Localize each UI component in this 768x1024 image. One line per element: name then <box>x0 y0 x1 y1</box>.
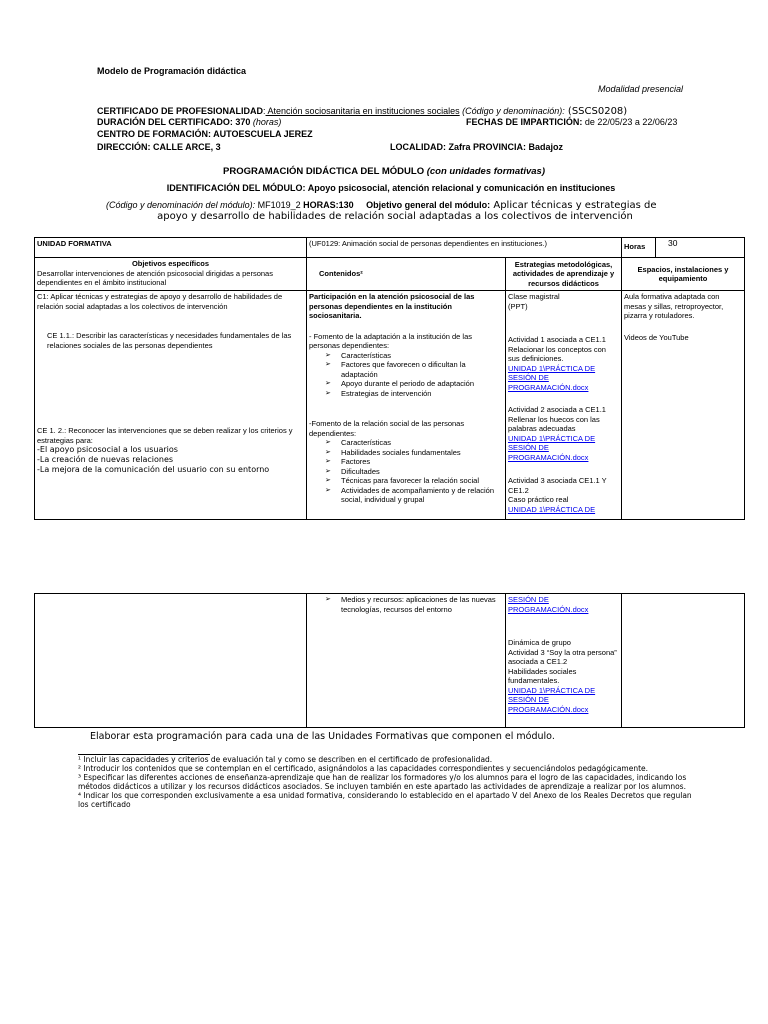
hours-value: 30 <box>656 238 745 258</box>
module-id-value: Apoyo psicosocial, atención relacional y comunicación en instituciones <box>305 183 616 193</box>
ce12-list <box>37 445 304 475</box>
strategy-activity-2-desc: Rellenar los huecos con las palabras adecuadas <box>508 414 600 433</box>
didactic-table-continued <box>34 593 745 728</box>
content-item: ➢ Dificultades <box>325 467 503 477</box>
content-group-2: -Fomento de la relación social de las personas dependientes: <box>309 419 465 438</box>
content-group-1: - Fomento de la adaptación a la institución de las personas dependientes: <box>309 331 473 350</box>
content-item: ➢ Medios y recursos: aplicaciones de las nuevas tecnologías, recursos del entorno <box>325 595 503 614</box>
footnotes <box>78 755 698 809</box>
certificate-name: Atención sociosanitaria en instituciones sociales <box>265 106 460 116</box>
certificate-sep: : <box>263 106 266 116</box>
spaces-cell <box>622 291 745 520</box>
ce12-item: -El apoyo psicosocial a los usuarios <box>37 445 178 454</box>
didactic-table <box>34 237 745 520</box>
objective-label: Objetivo general del módulo: <box>366 200 491 210</box>
criterion-ce11: CE 1.1.: Describir las características y necesidades fundamentales de las relaciones sociales de las personas dependientes <box>47 331 292 350</box>
module-id-label: IDENTIFICACIÓN DEL MÓDULO: <box>166 183 306 193</box>
header-contents: Contenidos² <box>307 258 506 291</box>
strategy-lecture-ppt: (PPT) <box>508 301 528 311</box>
content-group-2-list <box>309 438 503 505</box>
objectives-cell-cont <box>35 594 307 728</box>
header-objectives <box>35 258 307 291</box>
footnote-1: ¹ Incluir las capacidades y criterios de evaluación tal y como se describen en el certificado de profesionalidad. <box>78 755 493 764</box>
certificate-hint: (Código y denominación): <box>462 106 565 116</box>
strategy-group-dynamic: Dinámica de grupo <box>508 638 571 647</box>
strategy-lecture: Clase magistral <box>508 292 560 301</box>
program-title-main: PROGRAMACIÓN DIDÁCTICA DEL MÓDULO <box>223 166 425 177</box>
module-hours: HORAS:130 <box>303 200 354 210</box>
header-strategies: Estrategias metodológicas, actividades de aprendizaje y recursos didácticos <box>506 258 622 291</box>
spaces-videos: Videos de YouTube <box>624 332 689 342</box>
training-center: CENTRO DE FORMACIÓN: AUTOESCUELA JEREZ <box>97 129 313 139</box>
content-title: Participación en la atención psicosocial de las personas dependientes en la institución sociosanitaria. <box>309 292 475 320</box>
footnote-3: ³ Especificar las diferentes acciones de enseñanza-aprendizaje que han de realizar los formadores y/o los alumnos para el logro de las capacidades, indicando los métodos didácticos a utilizar y los recursos didácticos asociados. Se incluyen también en este apartado las actividades de aprendizaje a realizar por los alumnos. <box>78 773 687 791</box>
program-title-italic: (con unidades formativas) <box>426 166 545 177</box>
content-item: ➢ Apoyo durante el periodo de adaptación <box>325 379 503 389</box>
address: DIRECCIÓN: CALLE ARCE, 3 <box>97 142 221 152</box>
strategy-activity-2: Actividad 2 asociada a CE1.1 <box>508 405 606 414</box>
footnote-4: ⁴ Indicar los que corresponden exclusivamente a esa unidad formativa, considerando lo establecido en el apartado V del Anexo de los Reales Decretos que regulan los certificado <box>78 791 692 809</box>
contents-cell-cont <box>307 594 506 728</box>
spaces-cell-cont <box>622 594 745 728</box>
closing-note: Elaborar esta programación para cada una de las Unidades Formativas que componen el módulo. <box>90 731 555 742</box>
content-item: ➢ Características <box>325 438 503 448</box>
content-item: ➢ Factores que favorecen o dificultan la adaptación <box>325 360 503 379</box>
module-code-hint: (Código y denominación del módulo): <box>106 200 256 210</box>
header-objectives-sub: Desarrollar intervenciones de atención psicosocial dirigidas a personas dependientes en el ámbito institucional <box>37 268 273 287</box>
capability-c1: C1: Aplicar técnicas y estrategias de apoyo y desarrollo de habilidades de relación social adaptadas a los colectivos de intervención <box>37 292 283 311</box>
contents-cell <box>307 291 506 520</box>
document-title: Modelo de Programación didáctica <box>97 66 247 76</box>
content-item: ➢ Factores <box>325 457 503 467</box>
objectives-cell <box>35 291 307 520</box>
strategies-cell <box>506 291 622 520</box>
activity-2-link[interactable]: UNIDAD 1\PRÁCTICA DE SESIÓN DE PROGRAMACIÓN.docx <box>508 433 596 462</box>
strategy-activity-3: Actividad 3 asociada CE1.1 Y CE1.2 <box>508 476 607 495</box>
locality: LOCALIDAD: Zafra PROVINCIA: Badajoz <box>390 142 564 152</box>
activity-3-link-start[interactable]: UNIDAD 1\PRÁCTICA DE <box>508 504 596 514</box>
strategy-social-skills: Habilidades sociales fundamentales. <box>508 666 577 685</box>
activity-1-link[interactable]: UNIDAD 1\PRÁCTICA DE SESIÓN DE PROGRAMACIÓN.docx <box>508 363 596 392</box>
strategy-activity-1: Actividad 1 asociada a CE1.1 <box>508 335 606 344</box>
objective-line-1: Aplicar técnicas y estrategias de <box>490 200 657 211</box>
duration-label: DURACIÓN DEL CERTIFICADO: 370 <box>97 117 251 127</box>
strategies-cell-cont <box>506 594 622 728</box>
dates-label: FECHAS DE IMPARTICIÓN: <box>466 117 583 127</box>
ce12-item: -La mejora de la comunicación del usuario con su entorno <box>37 465 270 474</box>
certificate-code: (SSCS0208) <box>564 106 628 117</box>
criterion-ce12: CE 1. 2.: Reconocer las intervenciones que se deben realizar y los criterios y estrategias para: <box>37 426 293 445</box>
objective-line-2: apoyo y desarrollo de habilidades de relación social adaptadas a los colectivos de intervención <box>157 211 633 222</box>
uf-value: (UF0129: Animación social de personas dependientes en instituciones.) <box>307 238 622 258</box>
activity-3b-link[interactable]: UNIDAD 1\PRÁCTICA DE SESIÓN DE PROGRAMACIÓN.docx <box>508 685 596 714</box>
ce12-item: -La creación de nuevas relaciones <box>37 455 174 464</box>
content-group-1-list <box>309 351 503 399</box>
content-item: ➢ Habilidades sociales fundamentales <box>325 448 503 458</box>
content-item: ➢ Técnicas para favorecer la relación social <box>325 476 503 486</box>
module-code-line <box>106 200 657 211</box>
duration-line <box>97 117 281 127</box>
dates-line <box>466 117 677 127</box>
dates-value: de 22/05/23 a 22/06/23 <box>582 117 678 127</box>
activity-3-link-end[interactable]: SESIÓN DE PROGRAMACIÓN.docx <box>508 595 589 614</box>
header-spaces: Espacios, instalaciones y equipamiento <box>622 258 745 291</box>
strategy-activity-3b: Actividad 3 “Soy la otra persona” asociada a CE1.2 <box>508 647 617 666</box>
footnote-2: ² Introducir los contenidos que se contemplan en el certificado, asignándolos a las capacidades correspondientes y secuenciándolos pedagógicamente. <box>78 764 649 773</box>
duration-unit: (horas) <box>252 117 282 127</box>
spaces-text: Aula formativa adaptada con mesas y sillas, retroproyector, pizarra y rotuladores. <box>624 292 724 320</box>
hours-label: Horas <box>622 238 656 258</box>
modality-label: Modalidad presencial <box>598 84 684 94</box>
uf-label: UNIDAD FORMATIVA <box>35 238 307 258</box>
certificate-line <box>97 106 697 117</box>
content-item: ➢ Actividades de acompañamiento y de relación social, individual y grupal <box>325 486 503 505</box>
content-group-2-list-cont <box>309 595 503 614</box>
strategy-activity-1-desc: Relacionar los conceptos con sus definiciones. <box>508 344 606 363</box>
module-identification <box>0 183 768 193</box>
content-item: ➢ Estrategias de intervención <box>325 389 503 399</box>
certificate-label: CERTIFICADO DE PROFESIONALIDAD <box>97 106 264 116</box>
header-objectives-title: Objetivos específicos <box>131 259 210 268</box>
content-item: ➢ Características <box>325 351 503 361</box>
strategy-activity-3-desc: Caso práctico real <box>508 495 569 504</box>
program-title <box>0 166 768 177</box>
module-code: MF1019_2 <box>255 200 304 210</box>
